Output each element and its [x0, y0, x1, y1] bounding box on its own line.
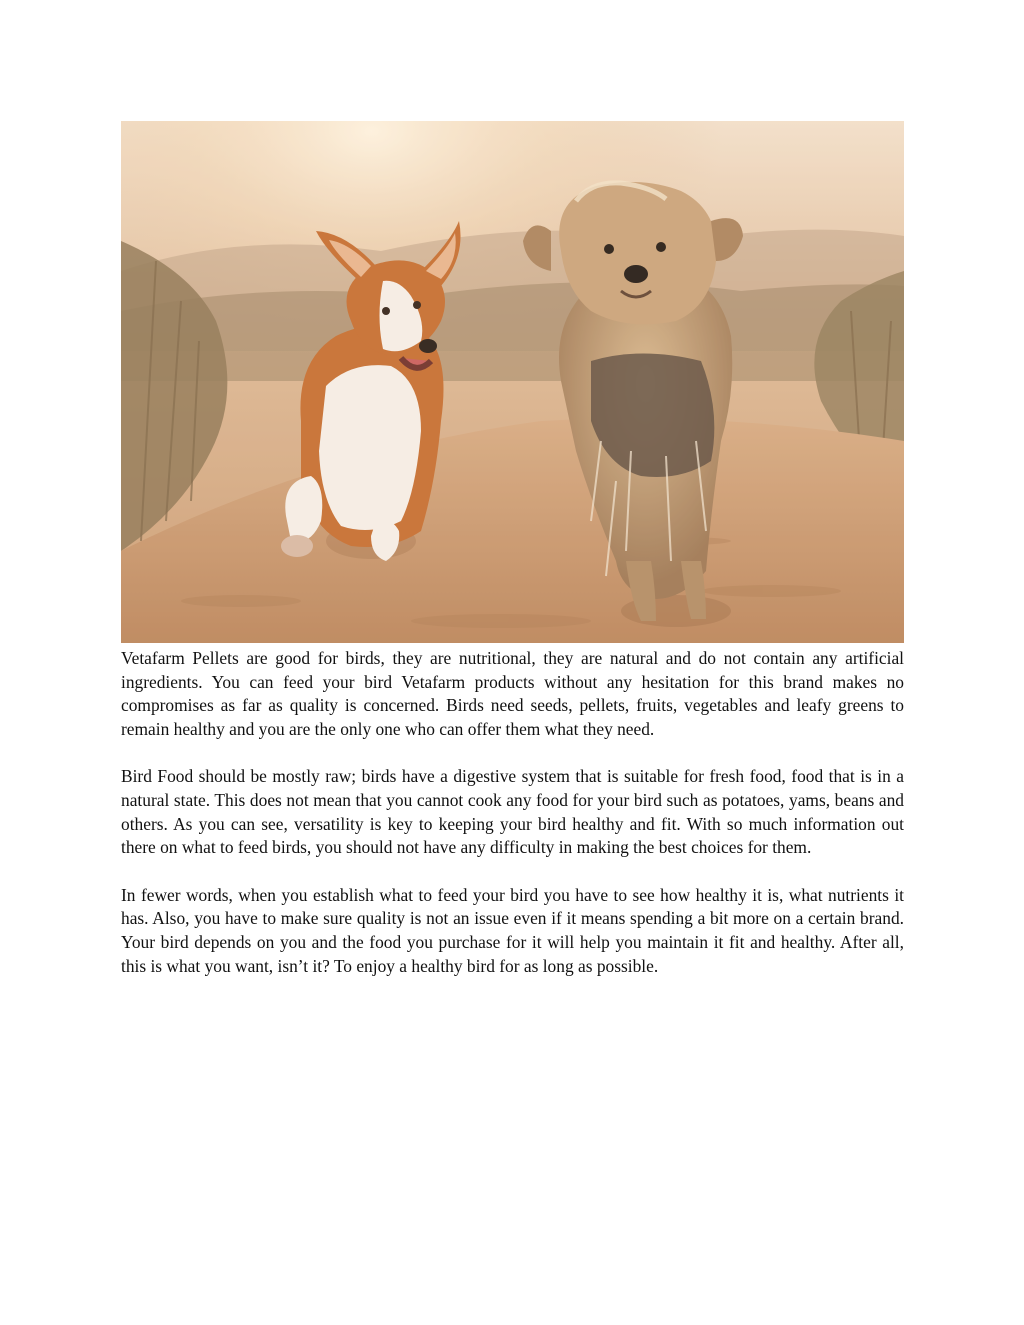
- paragraph-bird-food: Bird Food should be mostly raw; birds have a digestive system that is suitable for fresh food, food that is in a natural state. This does not mean that you cannot cook any food for your bird such as potatoes, yams, beans and others. As you can see, versatility is key to keeping your bird healthy and fit. With so much information out there on what to feed birds, you should not have any difficulty in making the best choices for them.: [121, 766, 904, 858]
- dogs-photo-illustration: [121, 121, 904, 643]
- article-body: [121, 647, 904, 1002]
- paragraph-conclusion: In fewer words, when you establish what to feed your bird you have to see how healthy it is, what nutrients it has. Also, you have to make sure quality is not an issue even if it means spending a bit more on a certain brand. Your bird depends on you and the food you purchase for it will help you maintain it fit and healthy. After all, this is what you want, isn’t it? To enjoy a healthy bird for as long as possible.: [121, 884, 904, 976]
- paragraph-vetafarm: Vetafarm Pellets are good for birds, they are nutritional, they are natural and do not contain any artificial ingredients. You can feed your bird Vetafarm products without any hesitation for this brand makes no compromises as far as quality is concerned. Birds need seeds, pellets, fruits, vegetables and leafy greens to remain healthy and you are the only one who can offer them what they need.: [121, 648, 904, 739]
- dogs-photo: [121, 121, 904, 643]
